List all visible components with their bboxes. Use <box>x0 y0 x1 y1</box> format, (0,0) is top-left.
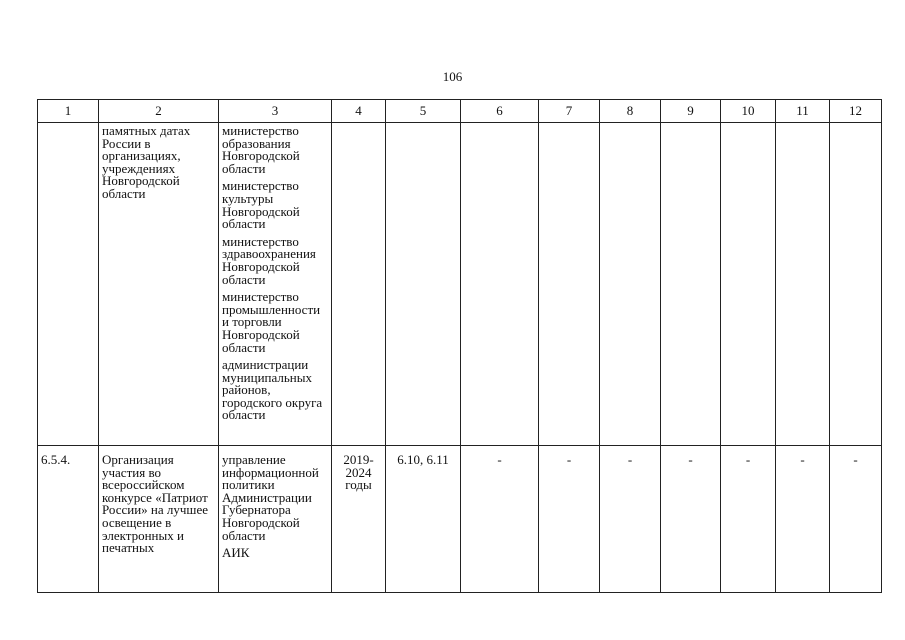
column-header-6: 6 <box>461 100 539 123</box>
column-header-8: 8 <box>600 100 661 123</box>
cell-responsible-orgs <box>219 123 332 446</box>
cell-activity-name <box>99 446 219 593</box>
cell-number <box>38 446 99 593</box>
cell-col10 <box>721 123 776 446</box>
cell-col10 <box>721 446 776 593</box>
period-text: 2019-2024 годы <box>343 452 374 493</box>
page-number: 106 <box>442 69 463 84</box>
column-header-5: 5 <box>386 100 461 123</box>
cell-col7 <box>539 446 600 593</box>
header-row <box>38 100 882 123</box>
table-row-6-5-4 <box>38 446 882 593</box>
dash-col7: - <box>566 452 572 467</box>
cell-number <box>38 123 99 446</box>
column-header-4: 4 <box>332 100 386 123</box>
column-header-9: 9 <box>661 100 721 123</box>
row-number: 6.5.4. <box>41 452 71 467</box>
column-header-11: 11 <box>776 100 830 123</box>
cell-col9 <box>661 446 721 593</box>
cell-col11 <box>776 446 830 593</box>
org-culture-ministry: министерство культуры Новгородской области <box>222 178 300 232</box>
dash-col12: - <box>853 452 858 467</box>
column-header-12: 12 <box>830 100 882 123</box>
dash-col8: - <box>627 452 633 467</box>
table-row-continued <box>38 123 882 446</box>
program-activities-table <box>37 99 882 593</box>
cell-col9 <box>661 123 721 446</box>
dash-col6: - <box>497 452 502 467</box>
cell-col8 <box>600 446 661 593</box>
column-header-7: 7 <box>539 100 600 123</box>
cell-col8 <box>600 123 661 446</box>
column-header-3: 3 <box>219 100 332 123</box>
org-info-policy-dept: управление информационной политики Администрации Губернатора Новгородской области <box>222 452 319 543</box>
column-header-2: 2 <box>99 100 219 123</box>
cell-col11 <box>776 123 830 446</box>
cell-period <box>332 123 386 446</box>
column-header-1: 1 <box>38 100 99 123</box>
cell-col7 <box>539 123 600 446</box>
org-education-ministry: министерство образования Новгородской области <box>222 123 300 176</box>
indicators-text: 6.10, 6.11 <box>397 452 449 467</box>
dash-col9: - <box>688 452 693 467</box>
cell-col12 <box>830 446 882 593</box>
activity-name-text: памятных датах России в организациях, учреждениях Новгородской области <box>102 123 191 201</box>
cell-indicators <box>386 123 461 446</box>
cell-col6 <box>461 446 539 593</box>
org-aik: АИК <box>222 545 250 561</box>
activity-name-text: Организация участия во всероссийском конкурсе «Патриот России» на лучшее освещение в электронных и печатных <box>102 452 208 556</box>
cell-col12 <box>830 123 882 446</box>
cell-period <box>332 446 386 593</box>
cell-col6 <box>461 123 539 446</box>
org-municipal-admin: администрации муниципальных районов, городского округа области <box>222 357 323 423</box>
cell-responsible-orgs <box>219 446 332 593</box>
cell-activity-name <box>99 123 219 446</box>
cell-indicators <box>386 446 461 593</box>
column-header-10: 10 <box>721 100 776 123</box>
dash-col10: - <box>745 452 751 467</box>
org-industry-ministry: министерство промышленности и торговли Новгородской области <box>222 289 321 355</box>
dash-col11: - <box>800 452 805 467</box>
org-health-ministry: министерство здравоохранения Новгородской области <box>222 233 316 287</box>
